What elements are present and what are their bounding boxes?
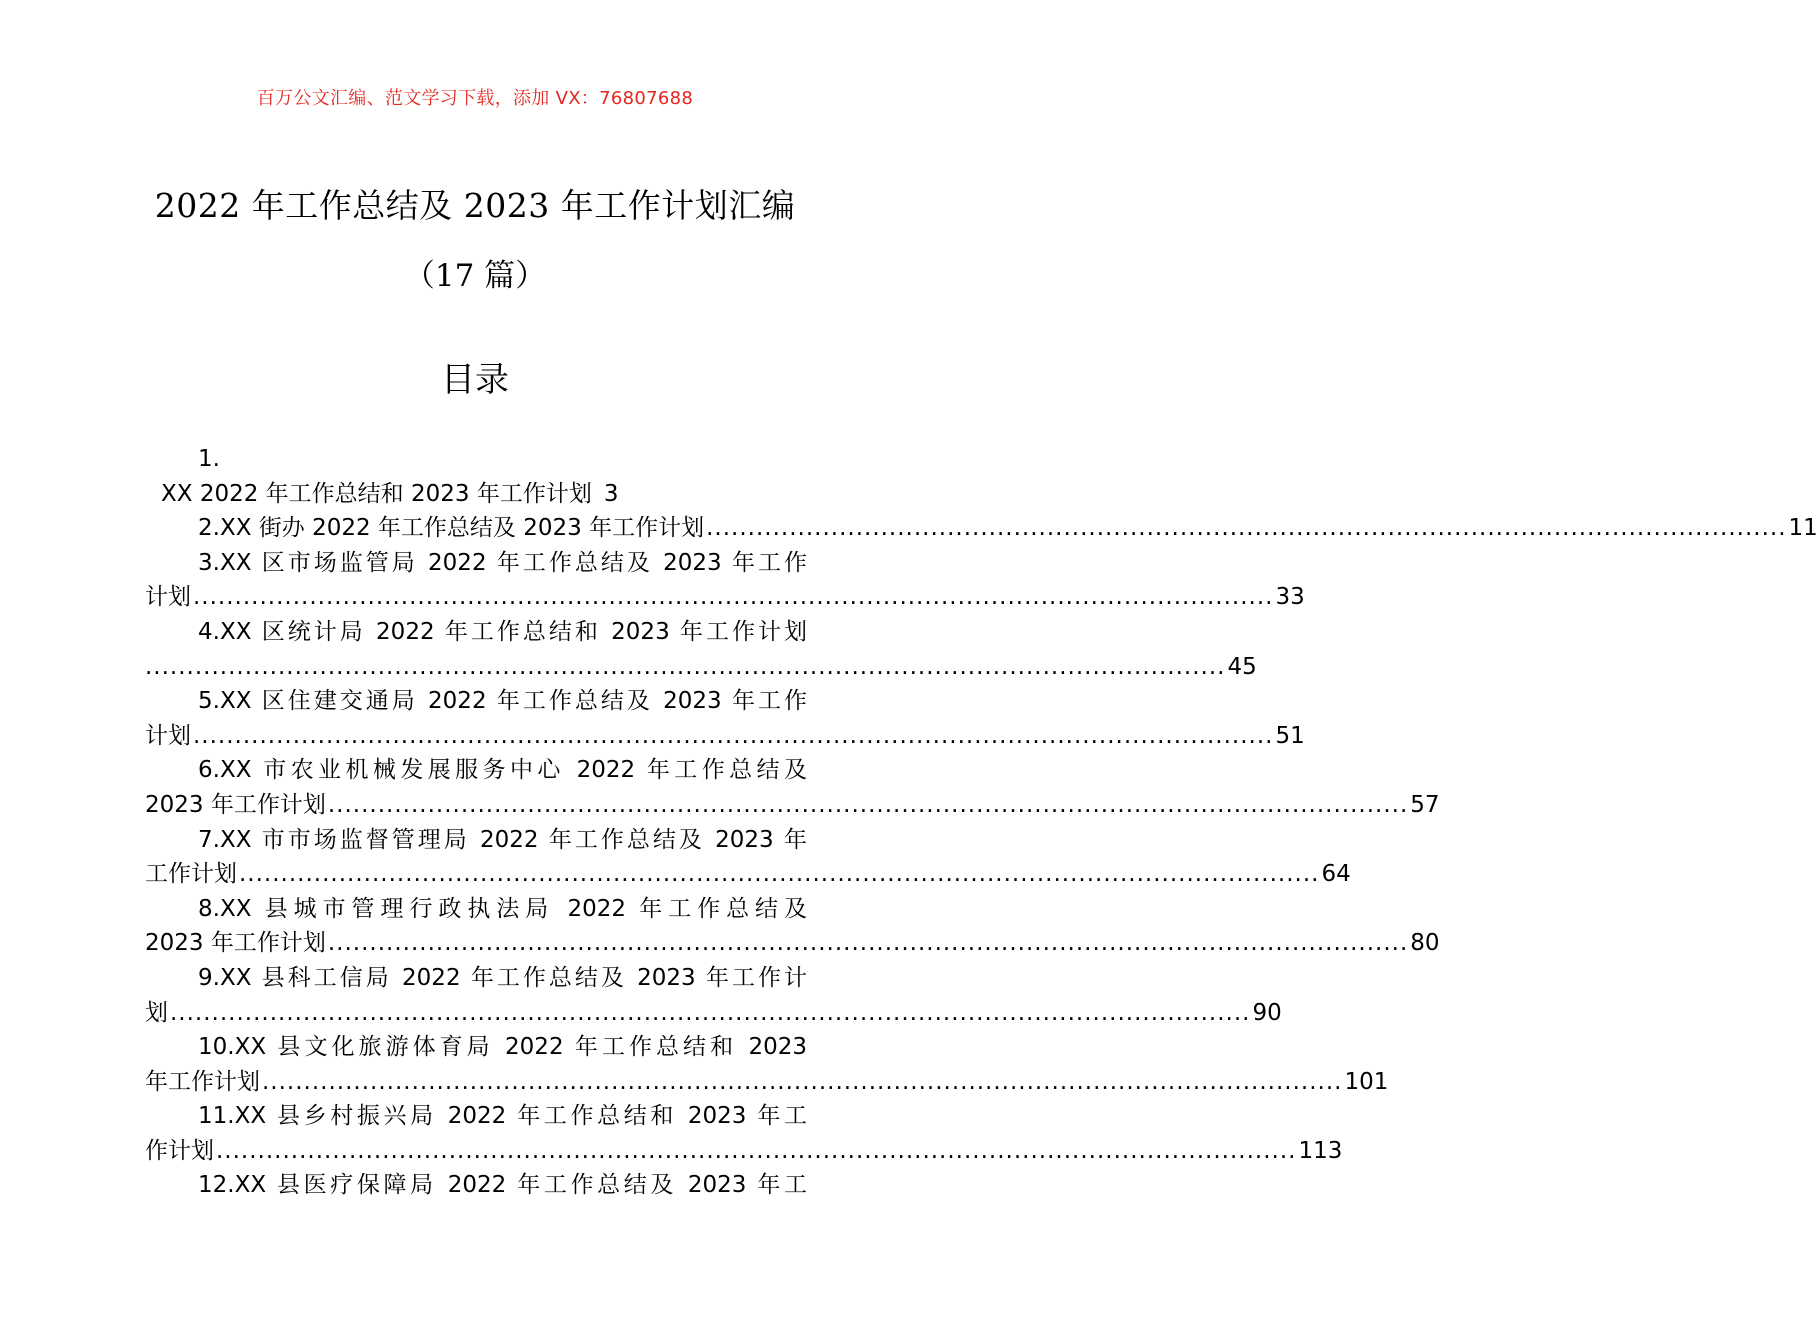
toc-entry-text: 2.XX 街办 2022 年工作总结及 2023 年工作计划 [198, 515, 705, 542]
toc-entry-page: 101 [1344, 1068, 1389, 1095]
dot-leader: .................................................................................................................................. [239, 861, 1320, 888]
dot-leader: .................................................................................................................................. [170, 999, 1251, 1026]
toc-entry-text: 8.XX 县城市管理行政执法局 2022 年工作总结及 [198, 895, 807, 922]
toc-entry-1-line2[interactable] [145, 477, 807, 512]
toc-entry-page: 64 [1321, 861, 1351, 888]
toc-entry-11-line1[interactable] [145, 1099, 807, 1134]
toc-entry-3-line2[interactable] [145, 580, 1305, 615]
toc-entry-text: 11.XX 县乡村振兴局 2022 年工作总结和 2023 年工 [198, 1103, 807, 1130]
toc-entry-6-line2[interactable] [145, 788, 1440, 823]
toc-entry-text: 7.XX 市市场监督管理局 2022 年工作总结及 2023 年 [198, 826, 807, 853]
toc-entry-text: 年工作计划 [145, 1068, 260, 1095]
dot-leader: .................................................................................................................................. [216, 1137, 1297, 1164]
toc-entry-text: 9.XX 县科工信局 2022 年工作总结及 2023 年工作计 [198, 964, 807, 991]
toc-entry-text: 工作计划 [145, 861, 237, 888]
dot-leader: .................................................................................................................................. [262, 1068, 1343, 1095]
toc-entry-text: 计划 [145, 584, 191, 611]
toc-entry-9-line1[interactable] [145, 961, 807, 996]
dot-leader: .................................................................................................................................. [706, 515, 1787, 542]
toc-entry-2[interactable] [145, 511, 1818, 546]
toc-entry-page: 80 [1410, 930, 1440, 957]
toc-entry-8-line1[interactable] [145, 892, 807, 927]
toc-entry-text: 2023 年工作计划 [145, 791, 326, 818]
toc-entry-5-line1[interactable] [145, 684, 807, 719]
toc-entry-page: 45 [1227, 653, 1257, 680]
toc-entry-8-line2[interactable] [145, 926, 1440, 961]
dot-leader: .................................................................................................................................. [327, 791, 1409, 818]
toc-entry-7-line2[interactable] [145, 857, 1351, 892]
toc-entry-text: 划 [145, 999, 168, 1026]
toc-entry-text: XX 2022 年工作总结和 2023 年工作计划 [161, 480, 592, 507]
toc-entry-3-line1[interactable] [145, 546, 807, 581]
toc-entry-text: 10.XX 县文化旅游体育局 2022 年工作总结和 2023 [198, 1034, 807, 1061]
toc-entry-text: 3.XX 区市场监管局 2022 年工作总结及 2023 年工作 [198, 549, 807, 576]
toc-entry-text: 6.XX 市农业机械发展服务中心 2022 年工作总结及 [198, 757, 807, 784]
toc-entry-text: 1. [198, 446, 220, 472]
toc-entry-1-line1[interactable] [145, 442, 807, 477]
dot-leader: .................................................................................................................................. [193, 722, 1274, 749]
toc-entry-text: 计划 [145, 722, 191, 749]
dot-leader: .................................................................................................................................. [145, 653, 1226, 680]
toc-entry-page: 90 [1252, 999, 1282, 1026]
toc-entry-text: 12.XX 县医疗保障局 2022 年工作总结及 2023 年工 [198, 1172, 807, 1199]
toc-entry-text: 2023 年工作计划 [145, 930, 326, 957]
toc-entry-text: 4.XX 区统计局 2022 年工作总结和 2023 年工作计划 [198, 618, 807, 645]
toc-entry-page: 33 [1275, 584, 1305, 611]
dot-leader: .................................................................................................................................. [327, 930, 1409, 957]
toc-entry-9-line2[interactable] [145, 996, 1282, 1031]
toc-entry-4-line2[interactable] [145, 650, 1257, 685]
toc-entry-4-line1[interactable] [145, 615, 807, 650]
table-of-contents [145, 442, 1818, 1203]
toc-entry-10-line2[interactable] [145, 1065, 1389, 1100]
toc-entry-12-line1[interactable] [145, 1168, 807, 1203]
toc-entry-page: 51 [1275, 722, 1305, 749]
toc-entry-page: 3 [603, 480, 619, 507]
header-banner: 百万公文汇编、范文学习下载，添加 VX：76807688 [256, 88, 694, 109]
toc-entry-page: 11 [1788, 515, 1818, 542]
toc-entry-6-line1[interactable] [145, 753, 807, 788]
document-subtitle: （17 篇） [403, 258, 547, 294]
toc-entry-text: 5.XX 区住建交通局 2022 年工作总结及 2023 年工作 [198, 688, 807, 715]
toc-entry-page: 113 [1298, 1137, 1343, 1164]
toc-entry-5-line2[interactable] [145, 719, 1305, 754]
toc-heading: 目录 [441, 360, 509, 400]
toc-entry-7-line1[interactable] [145, 823, 807, 858]
toc-entry-10-line1[interactable] [145, 1030, 807, 1065]
toc-entry-11-line2[interactable] [145, 1134, 1343, 1169]
toc-entry-page: 57 [1410, 791, 1440, 818]
toc-entry-text: 作计划 [145, 1137, 214, 1164]
dot-leader: .................................................................................................................................. [193, 584, 1274, 611]
document-title: 2022 年工作总结及 2023 年工作计划汇编 [154, 186, 796, 225]
